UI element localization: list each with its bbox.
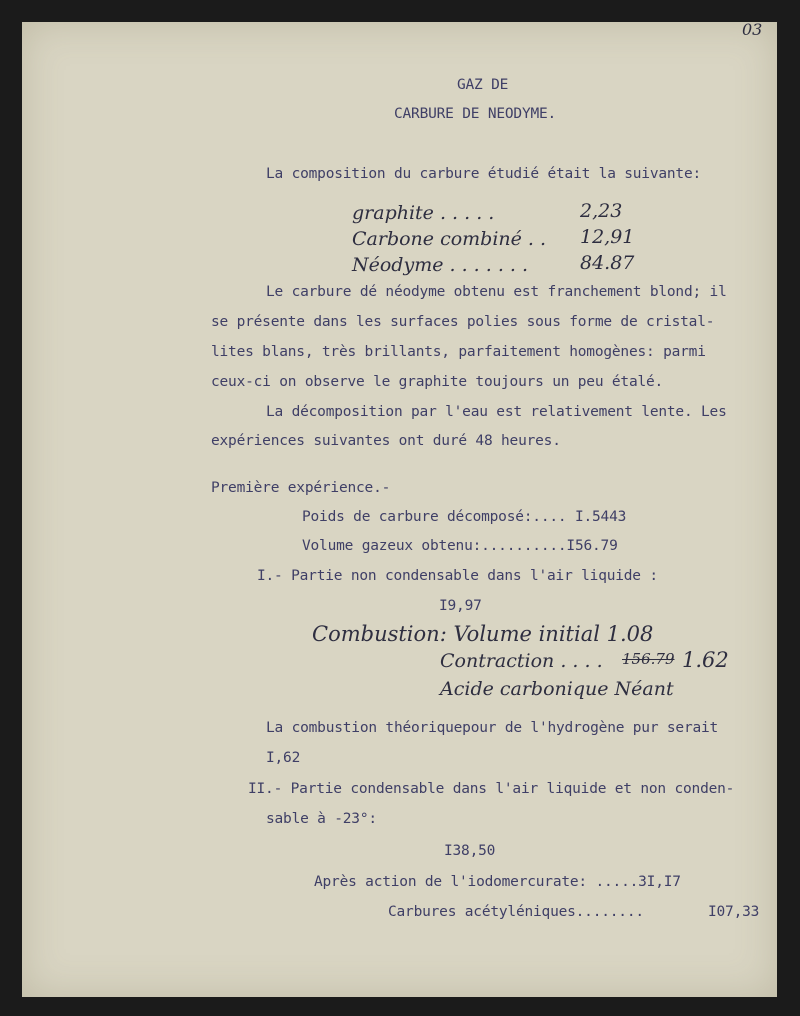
title-line-1: GAZ DE <box>457 77 509 93</box>
paragraph2-line1: La décomposition par l'eau est relativement lente. Les <box>266 404 727 420</box>
page-number: 03 <box>742 20 763 39</box>
composition-value-graphite: 2,23 <box>580 200 623 222</box>
carbures-label: Carbures acétyléniques........ <box>388 904 644 920</box>
composition-label-carbone: Carbone combiné . . <box>352 228 547 250</box>
composition-value-carbone: 12,91 <box>580 226 635 248</box>
composition-intro: La composition du carbure étudié était la suivante: <box>266 166 702 182</box>
combustion-line2-struck: 156.79 <box>622 650 675 668</box>
combustion-line1: Combustion: Volume initial 1.08 <box>312 622 654 646</box>
partie2-value: I38,50 <box>444 843 496 859</box>
paragraph1-line1: Le carbure dé néodyme obtenu est franchement blond; il <box>266 284 727 300</box>
volume-line: Volume gazeux obtenu:..........I56.79 <box>302 538 618 554</box>
theory-line2: I,62 <box>266 750 301 766</box>
composition-label-graphite: graphite . . . . . <box>352 202 495 224</box>
partie2-line1: II.- Partie condensable dans l'air liquide et non conden- <box>248 781 735 797</box>
carbures-value: I07,33 <box>708 904 760 920</box>
composition-value-neodyme: 84.87 <box>580 252 635 274</box>
title-line-2: CARBURE DE NEODYME. <box>394 106 557 122</box>
partie1-value: I9,97 <box>439 598 482 614</box>
paragraph1-line2: se présente dans les surfaces polies sous forme de cristal- <box>211 314 715 330</box>
partie2-line2: sable à -23°: <box>266 811 377 827</box>
paragraph1-line4: ceux-ci on observe le graphite toujours un peu étalé. <box>211 374 664 390</box>
paragraph1-line3: lites blans, très brillants, parfaitement homogènes: parmi <box>211 344 706 360</box>
partie1-line: I.- Partie non condensable dans l'air liquide : <box>257 568 658 584</box>
theory-line1: La combustion théoriquepour de l'hydrogène pur serait <box>266 720 719 736</box>
apres-line: Après action de l'iodomercurate: .....3I,I7 <box>314 874 681 890</box>
paragraph2-line2: expériences suivantes ont duré 48 heures. <box>211 433 561 449</box>
poids-line: Poids de carbure décomposé:.... I.5443 <box>302 509 627 525</box>
composition-label-neodyme: Néodyme . . . . . . . <box>352 254 529 276</box>
document-page <box>22 22 777 997</box>
combustion-line2-value: 1.62 <box>682 648 729 672</box>
experience-title: Première expérience.- <box>211 480 391 496</box>
combustion-line2-label: Contraction . . . . <box>440 650 603 672</box>
combustion-line3: Acide carbonique Néant <box>440 678 674 700</box>
